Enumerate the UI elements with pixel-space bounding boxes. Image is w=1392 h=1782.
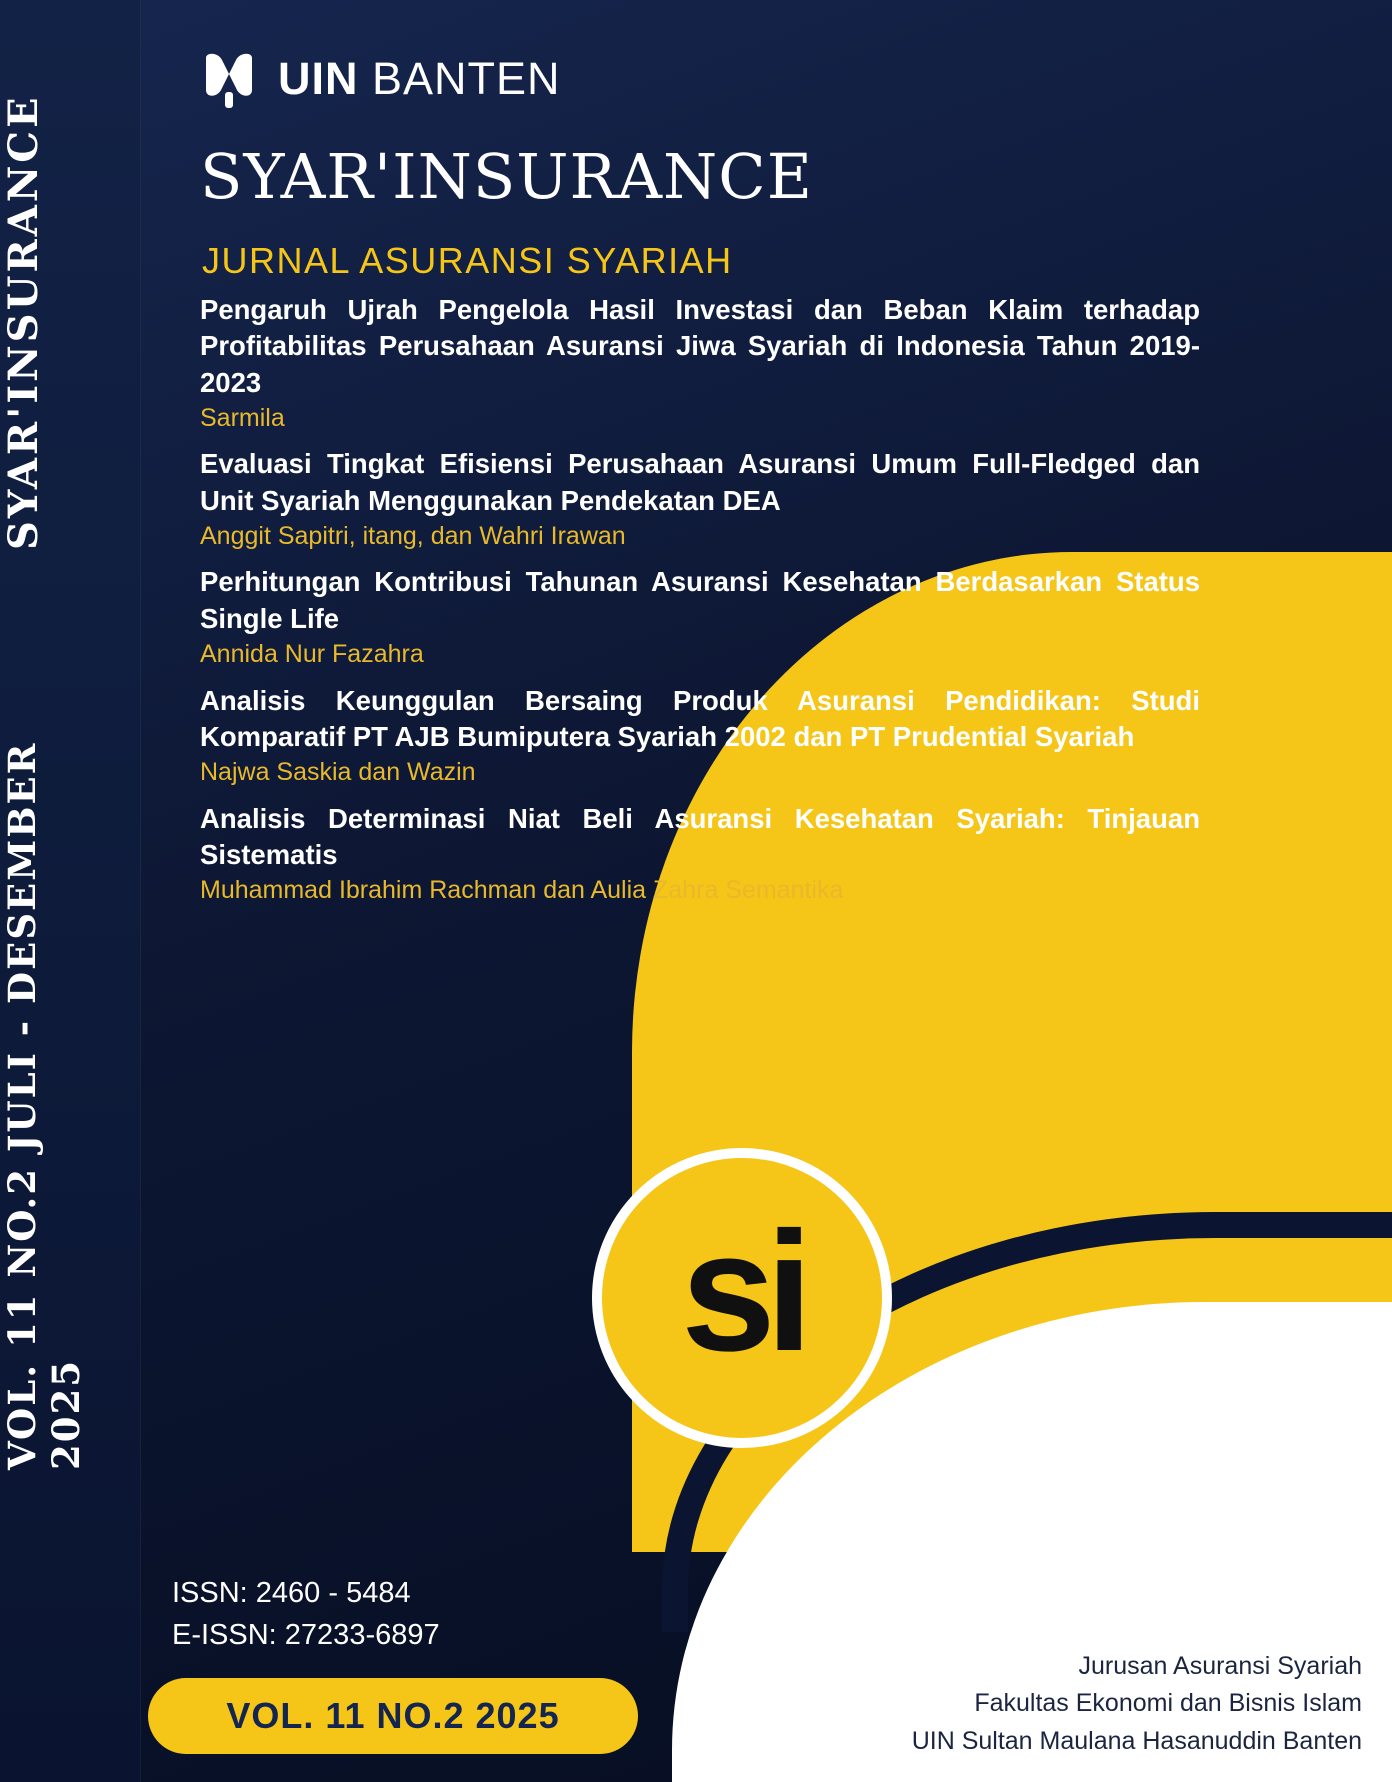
logo-wordmark [278,53,561,105]
list-item [200,564,1200,670]
eissn-text: E-ISSN: 27233-6897 [172,1619,440,1652]
publisher-faculty: Fakultas Ekonomi dan Bisnis Islam [974,1689,1362,1717]
article-title: Perhitungan Kontribusi Tahunan Asuransi Kesehatan Berdasarkan Status Single Life [200,566,1200,634]
article-authors: Annida Nur Fazahra [200,640,424,669]
spine-journal-name: SYAR'INSURANCE [0,94,47,550]
butterfly-logo-icon [198,48,260,110]
spine-volume-text: VOL. 11 NO.2 JULI - DESEMBER 2025 [0,741,88,1470]
spine-band [0,0,141,1782]
si-emblem [592,1148,892,1448]
list-item [200,446,1200,552]
si-emblem-label: si [681,1197,803,1387]
article-authors: Anggit Sapitri, itang, dan Wahri Irawan [200,521,626,550]
article-title: Evaluasi Tingkat Efisiensi Perusahaan Asuransi Umum Full-Fledged dan Unit Syariah Menggunakan Pendekatan DEA [200,448,1200,516]
article-title: Analisis Keunggulan Bersaing Produk Asuransi Pendidikan: Studi Komparatif PT AJB Bumiputera Syariah 2002 dan PT Prudential Syariah [200,684,1200,752]
article-authors: Sarmila [200,403,285,432]
list-item [200,801,1200,907]
logo-wordmark-light: BANTEN [372,53,561,104]
article-title: Analisis Determinasi Niat Beli Asuransi Kesehatan Syariah: Tinjauan Sistematis [200,802,1200,870]
publisher-university: UIN Sultan Maulana Hasanuddin Banten [911,1726,1362,1755]
article-authors: Muhammad Ibrahim Rachman dan Aulia Zahra Semantika [200,876,844,905]
uin-banten-logo [198,48,561,110]
publisher-block [912,1648,1362,1761]
issn-block [172,1572,440,1656]
issn-text: ISSN: 2460 - 5484 [172,1577,411,1609]
article-authors: Najwa Saskia dan Wazin [200,758,476,787]
list-item [200,683,1200,789]
page-subtitle: JURNAL ASURANSI SYARIAH [202,240,733,281]
table-of-contents [200,292,1200,919]
page-title: SYAR'INSURANCE [200,140,813,213]
list-item [200,292,1200,434]
logo-wordmark-bold: UIN [278,53,359,104]
publisher-department: Jurusan Asuransi Syariah [1078,1651,1362,1680]
volume-badge: VOL. 11 NO.2 2025 [148,1678,638,1754]
article-title: Pengaruh Ujrah Pengelola Hasil Investasi dan Beban Klaim terhadap Profitabilitas Perusahaan Asuransi Jiwa Syariah di Indonesia Tahun 2019-2023 [200,294,1200,398]
